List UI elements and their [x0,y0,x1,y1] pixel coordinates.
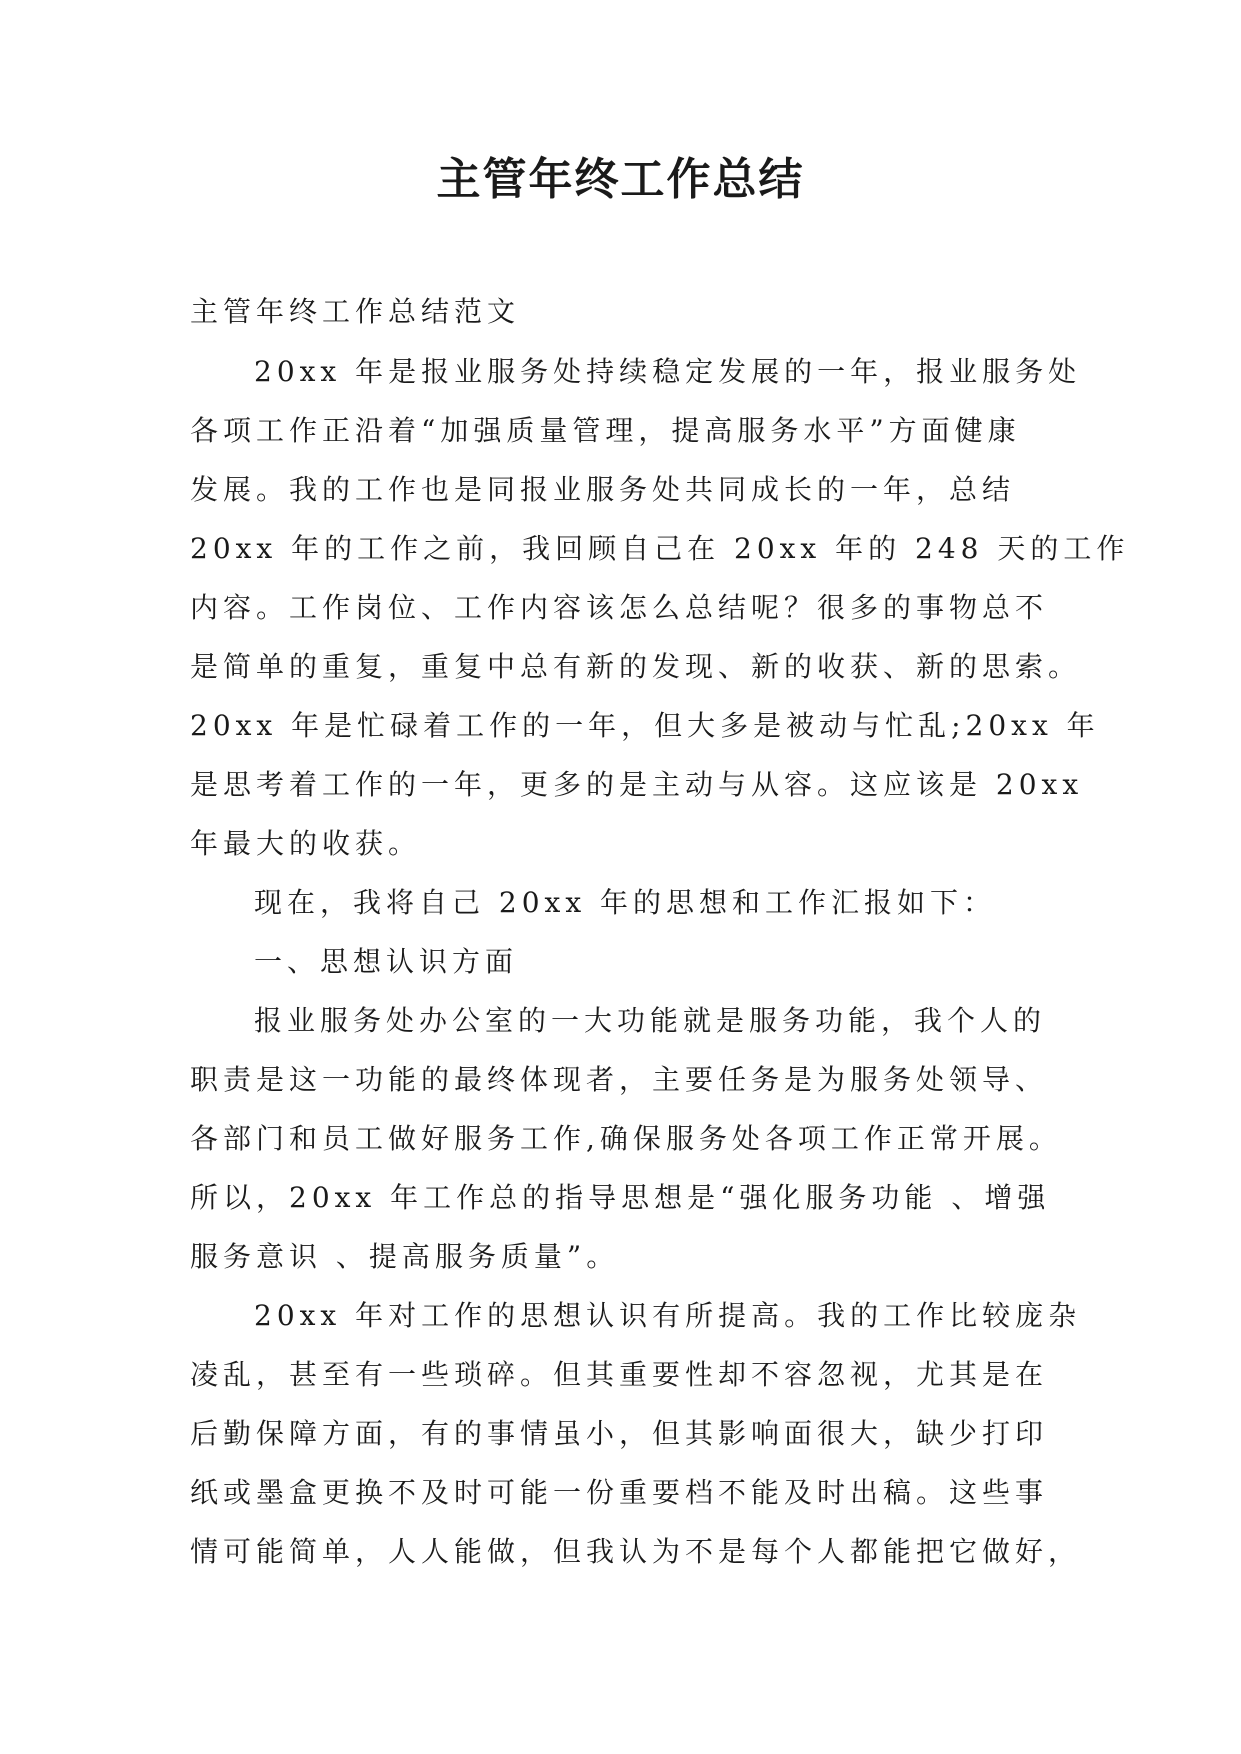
paragraph-line: 报业服务处办公室的一大功能就是服务功能，我个人的 [254,1004,1047,1037]
paragraph-line: 发展。我的工作也是同报业服务处共同成长的一年，总结 [190,473,1016,506]
paragraph-line: 所以，20xx 年工作总的指导思想是“强化服务功能 、增强 [190,1181,1051,1214]
paragraph-line: 20xx 年是忙碌着工作的一年，但大多是被动与忙乱;20xx 年 [190,709,1100,742]
section-heading: 一、思想认识方面 [254,945,519,978]
paragraph-line: 年最大的收获。 [190,827,422,860]
paragraph-line: 各部门和员工做好服务工作,确保服务处各项工作正常开展。 [190,1122,1062,1155]
paragraph-line: 是思考着工作的一年，更多的是主动与从容。这应该是 20xx [190,768,1084,801]
paragraph-line: 各项工作正沿着“加强质量管理，提高服务水平”方面健康 [190,414,1021,447]
paragraph-line: 凌乱，甚至有一些琐碎。但其重要性却不容忽视，尤其是在 [190,1358,1049,1391]
paragraph-line: 情可能简单，人人能做，但我认为不是每个人都能把它做好， [190,1535,1082,1568]
subtitle-line: 主管年终工作总结范文 [190,295,521,328]
paragraph-line: 20xx 年的工作之前，我回顾自己在 20xx 年的 248 天的工作 [190,532,1130,565]
paragraph-line: 现在，我将自己 20xx 年的思想和工作汇报如下： [254,886,997,919]
document-title: 主管年终工作总结 [436,154,805,205]
paragraph-line: 内容。工作岗位、工作内容该怎么总结呢？很多的事物总不 [190,591,1049,624]
paragraph-line: 是简单的重复，重复中总有新的发现、新的收获、新的思索。 [190,650,1082,683]
paragraph-line: 后勤保障方面，有的事情虽小，但其影响面很大，缺少打印 [190,1417,1049,1450]
paragraph-line: 职责是这一功能的最终体现者，主要任务是为服务处领导、 [190,1063,1049,1096]
paragraph-line: 20xx 年对工作的思想认识有所提高。我的工作比较庞杂 [254,1299,1082,1332]
paragraph-line: 纸或墨盒更换不及时可能一份重要档不能及时出稿。这些事 [190,1476,1049,1509]
paragraph-line: 服务意识 、提高服务质量”。 [190,1240,620,1273]
paragraph-line: 20xx 年是报业服务处持续稳定发展的一年，报业服务处 [254,355,1082,388]
